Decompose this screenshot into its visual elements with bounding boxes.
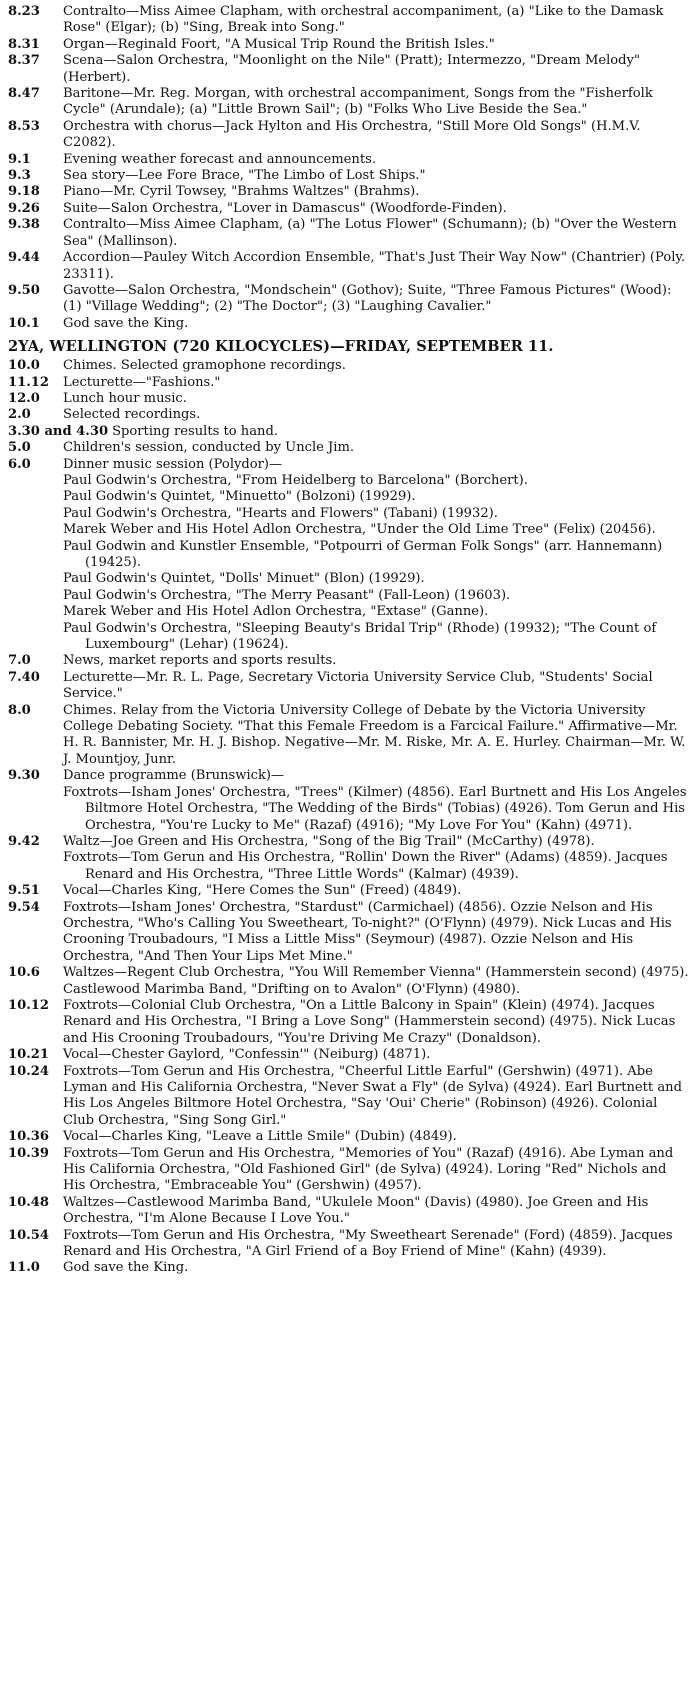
- entry-time: 8.31: [8, 36, 40, 52]
- entry-time: 9.50: [8, 282, 40, 298]
- entry-text: Foxtrots—Colonial Club Orchestra, "On a Little Balcony in Spain" (Klein) (4974). Jacques Renard and His Orchestra, "I Bring a Love Song" (Hammerstein second) (4975). Nick Lucas and His Crooning Troubadours, "You're Driving Me Crazy" (Donaldson).: [63, 997, 676, 1046]
- programme-entry: [8, 1047, 692, 1063]
- entry-text: Accordion—Pauley Witch Accordion Ensemble, "That's Just Their Way Now" (Chantrier) (Poly. 23311).: [63, 250, 686, 282]
- dinner-item: Paul Godwin's Orchestra, "Sleeping Beauty's Bridal Trip" (Rhode) (19932); "The Count of Luxembourg" (Lehar) (19624).: [63, 620, 657, 653]
- programme-entry: [8, 201, 692, 217]
- programme-entry: [8, 653, 692, 669]
- continued-programme-list: [8, 4, 692, 332]
- programme-entry: [8, 4, 692, 37]
- entry-time: 3.30 and 4.30: [8, 423, 109, 439]
- entry-time: 7.0: [8, 653, 31, 669]
- programme-entry: [8, 1260, 692, 1276]
- entry-time: 11.0: [8, 1260, 40, 1276]
- daytime-schedule: [8, 358, 692, 473]
- station-heading: 2YA, WELLINGTON (720 KILOCYCLES)—FRIDAY, SEPTEMBER 11.: [8, 338, 554, 356]
- evening-schedule: [8, 653, 692, 784]
- entry-text: Foxtrots—Tom Gerun and His Orchestra, "Cheerful Little Earful" (Gershwin) (4971). Abe Lyman and His California Orchestra, "Never Swat a Fly" (de Sylva) (4924). Earl Burtnett and His Los Angeles Biltmore Hotel Orchestra, "Say 'Oui' Cherie" (Robinson) (4926). Colonial Club Orchestra, "Sing Song Girl.": [63, 1063, 682, 1128]
- programme-entry: [8, 119, 692, 152]
- dinner-item: Paul Godwin's Orchestra, "Hearts and Flowers" (Tabani) (19932).: [63, 505, 498, 521]
- entry-text: Scena—Salon Orchestra, "Moonlight on the Nile" (Pratt); Intermezzo, "Dream Melody" (Herbert).: [63, 53, 640, 85]
- programme-entry: [8, 358, 692, 374]
- programme-entry: [8, 965, 692, 998]
- entry-text: Foxtrots—Tom Gerun and His Orchestra, "My Sweetheart Serenade" (Ford) (4859). Jacques Renard and His Orchestra, "A Girl Friend of a Boy Friend of Mine" (Kahn) (4939).: [63, 1227, 673, 1260]
- programme-entry: [8, 670, 692, 703]
- entry-time: 8.53: [8, 118, 40, 134]
- entry-text: Children's session, conducted by Uncle Jim.: [63, 440, 355, 456]
- programme-entry: [8, 86, 692, 119]
- programme-text: [8, 4, 692, 1277]
- dinner-item: Marek Weber and His Hotel Adlon Orchestra, "Extase" (Ganne).: [63, 604, 489, 620]
- entry-text: Foxtrots—Tom Gerun and His Orchestra, "Memories of You" (Razaf) (4916). Abe Lyman and His California Orchestra, "Old Fashioned Girl" (de Sylva) (4924). Loring "Red" Nichols and His Orchestra, "Embraceable You" (Gershwin) (4957).: [63, 1145, 674, 1194]
- entry-text: Chimes. Relay from the Victoria University College of Debate by the Victoria University College Debating Society. "That this Female Freedom is a Farcical Failure." Affirmative—Mr. H. R. Bannister, Mr. H. J. Bishop. Negative—Mr. M. Riske, Mr. A. E. Hurley. Chairman—Mr. W. J. Mountjoy, Junr.: [63, 702, 686, 767]
- programme-entry: [8, 152, 692, 168]
- entry-time: 9.18: [8, 184, 40, 200]
- programme-entry: [8, 1195, 692, 1228]
- entry-time: 8.23: [8, 4, 40, 19]
- entry-text: Orchestra with chorus—Jack Hylton and His Orchestra, "Still More Old Songs" (H.M.V. C2082).: [63, 118, 641, 151]
- dinner-item: Paul Godwin's Orchestra, "The Merry Peasant" (Fall-Leon) (19603).: [63, 587, 511, 603]
- entry-text: Lecturette—"Fashions.": [63, 374, 221, 390]
- entry-text: Dance programme (Brunswick)—: [63, 768, 285, 784]
- entry-text: Sporting results to hand.: [112, 423, 278, 439]
- entry-time: 9.3: [8, 168, 31, 184]
- programme-entry: [8, 407, 692, 423]
- programme-entry: [8, 998, 692, 1047]
- entry-text: Vocal—Charles King, "Leave a Little Smile" (Dubin) (4849).: [63, 1129, 457, 1145]
- entry-time: 9.1: [8, 151, 31, 167]
- programme-entry: [8, 375, 692, 391]
- programme-entry: [8, 424, 692, 440]
- entry-time: 10.39: [8, 1145, 50, 1161]
- entry-time: 8.37: [8, 53, 40, 69]
- programme-entry: [8, 883, 692, 899]
- programme-entry: [8, 703, 692, 769]
- entry-time: 6.0: [8, 456, 31, 472]
- entry-text: Evening weather forecast and announcements.: [63, 151, 376, 167]
- entry-time: 12.0: [8, 390, 40, 406]
- entry-text: Piano—Mr. Cyril Towsey, "Brahms Waltzes" (Brahms).: [63, 184, 420, 200]
- dance-item: Foxtrots—Isham Jones' Orchestra, "Trees" (Kilmer) (4856). Earl Burtnett and His Los Angeles Biltmore Hotel Orchestra, "The Wedding of the Birds" (Tobias) (4926). Tom Gerun and His Orchestra, "You're Lucky to Me" (Razaf) (4916); "My Love For You" (Kahn) (4971).: [63, 784, 687, 833]
- entry-time: 10.1: [8, 315, 40, 331]
- entry-time: 7.40: [8, 669, 40, 685]
- entry-time: 10.21: [8, 1047, 50, 1063]
- programme-entry: [8, 900, 692, 966]
- programme-entry: [8, 184, 692, 200]
- entry-text: Vocal—Chester Gaylord, "Confessin'" (Neiburg) (4871).: [63, 1047, 431, 1063]
- programme-entry: [8, 250, 692, 283]
- dinner-item: Paul Godwin's Orchestra, "From Heidelberg to Barcelona" (Borchert).: [63, 472, 528, 488]
- entry-text: Organ—Reginald Foort, "A Musical Trip Round the British Isles.": [63, 36, 495, 52]
- entry-time: 9.54: [8, 899, 40, 915]
- entry-text: Dinner music session (Polydor)—: [63, 456, 283, 472]
- programme-entry: [8, 1146, 692, 1195]
- dance-item: Foxtrots—Tom Gerun and His Orchestra, "Rollin' Down the River" (Adams) (4859). Jacques Renard and His Orchestra, "Three Little Words" (Kalmar) (4939).: [63, 850, 668, 882]
- entry-time: 9.26: [8, 200, 40, 216]
- entry-time: 10.48: [8, 1194, 50, 1210]
- entry-time: 11.12: [8, 374, 50, 390]
- entry-time: 9.30: [8, 768, 40, 784]
- programme-entry: [8, 440, 692, 456]
- entry-text: Foxtrots—Isham Jones' Orchestra, "Stardust" (Carmichael) (4856). Ozzie Nelson and His Orchestra, "Who's Calling You Sweetheart, To-night?" (O'Flynn) (4979). Nick Lucas and His Crooning Troubadours, "I Miss a Little Miss" (Seymour) (4987). Ozzie Nelson and His Orchestra, "And Then Your Lips Met Mine.": [63, 899, 672, 964]
- entry-text: News, market reports and sports results.: [63, 653, 337, 669]
- programme-entry: [8, 457, 692, 473]
- entry-time: 9.38: [8, 217, 40, 233]
- entry-time: 8.0: [8, 702, 31, 718]
- entry-time: 9.42: [8, 833, 40, 849]
- entry-text: Baritone—Mr. Reg. Morgan, with orchestral accompaniment, Songs from the "Fisherfolk Cycle" (Arundale); (a) "Little Brown Sail"; (b) "Folks Who Live Beside the Sea.": [63, 86, 653, 118]
- dinner-item: Marek Weber and His Hotel Adlon Orchestra, "Under the Old Lime Tree" (Felix) (20456).: [63, 522, 656, 538]
- entry-time: 9.44: [8, 250, 40, 266]
- entry-text: Vocal—Charles King, "Here Comes the Sun" (Freed) (4849).: [63, 883, 462, 899]
- programme-entry: [8, 283, 692, 316]
- programme-entry: [8, 316, 692, 332]
- dance-programme: [8, 785, 692, 834]
- entry-time: 9.51: [8, 883, 40, 899]
- entry-time: 10.36: [8, 1129, 50, 1145]
- dinner-music-list: [8, 473, 692, 653]
- programme-entry: [8, 834, 692, 850]
- entry-text: Selected recordings.: [63, 407, 201, 423]
- entry-text: Suite—Salon Orchestra, "Lover in Damascus" (Woodforde-Finden).: [63, 200, 507, 216]
- entry-time: 10.54: [8, 1227, 50, 1243]
- programme-entry: [8, 1228, 692, 1261]
- programme-entry: [8, 217, 692, 250]
- entry-text: Lunch hour music.: [63, 390, 187, 406]
- entry-time: 10.0: [8, 358, 40, 374]
- dinner-item: Paul Godwin's Quintet, "Minuetto" (Bolzoni) (19929).: [63, 489, 416, 505]
- entry-text: Contralto—Miss Aimee Clapham, (a) "The Lotus Flower" (Schumann); (b) "Over the Western Sea" (Mallinson).: [63, 217, 677, 249]
- dinner-item: Paul Godwin and Kunstler Ensemble, "Potpourri of German Folk Songs" (arr. Hannemann) (19425).: [63, 538, 663, 570]
- entry-time: 10.24: [8, 1063, 50, 1079]
- entry-text: Sea story—Lee Fore Brace, "The Limbo of Lost Ships.": [63, 168, 426, 184]
- programme-entry: [8, 168, 692, 184]
- dance-programme-continued: [8, 850, 692, 883]
- entry-time: 5.0: [8, 440, 31, 456]
- programme-entry: [8, 1064, 692, 1130]
- entry-text: Waltz—Joe Green and His Orchestra, "Song of the Big Trail" (McCarthy) (4978).: [63, 833, 595, 849]
- entry-text: Lecturette—Mr. R. L. Page, Secretary Victoria University Service Club, "Students' Social Service.": [63, 669, 653, 702]
- dinner-item: Paul Godwin's Quintet, "Dolls' Minuet" (Blon) (19929).: [63, 571, 425, 587]
- entry-text: God save the King.: [63, 1260, 189, 1276]
- entry-text: Waltzes—Regent Club Orchestra, "You Will Remember Vienna" (Hammerstein second) (4975). Castlewood Marimba Band, "Drifting on to Avalon" (O'Flynn) (4980).: [63, 965, 689, 997]
- late-schedule: [8, 883, 692, 1277]
- programme-entry: [8, 768, 692, 784]
- entry-time: 8.47: [8, 86, 40, 102]
- entry-time: 10.12: [8, 997, 50, 1013]
- entry-text: Contralto—Miss Aimee Clapham, with orchestral accompaniment, (a) "Like to the Damask Rose" (Elgar); (b) "Sing, Break into Song.": [63, 4, 664, 36]
- programme-entry: [8, 1129, 692, 1145]
- entry-text: Gavotte—Salon Orchestra, "Mondschein" (Gothov); Suite, "Three Famous Pictures" (Wood): (1) "Village Wedding"; (2) "The Doctor"; (3) "Laughing Cavalier.": [63, 282, 672, 315]
- programme-entry: [8, 391, 692, 407]
- programme-entry: [8, 53, 692, 86]
- entry-text: Waltzes—Castlewood Marimba Band, "Ukulele Moon" (Davis) (4980). Joe Green and His Orchestra, "I'm Alone Because I Love You.": [63, 1194, 649, 1227]
- entry-text: Chimes. Selected gramophone recordings.: [63, 358, 346, 374]
- entry-time: 2.0: [8, 407, 31, 423]
- programme-entry: [8, 37, 692, 53]
- entry-time: 10.6: [8, 965, 40, 981]
- entry-text: God save the King.: [63, 315, 189, 331]
